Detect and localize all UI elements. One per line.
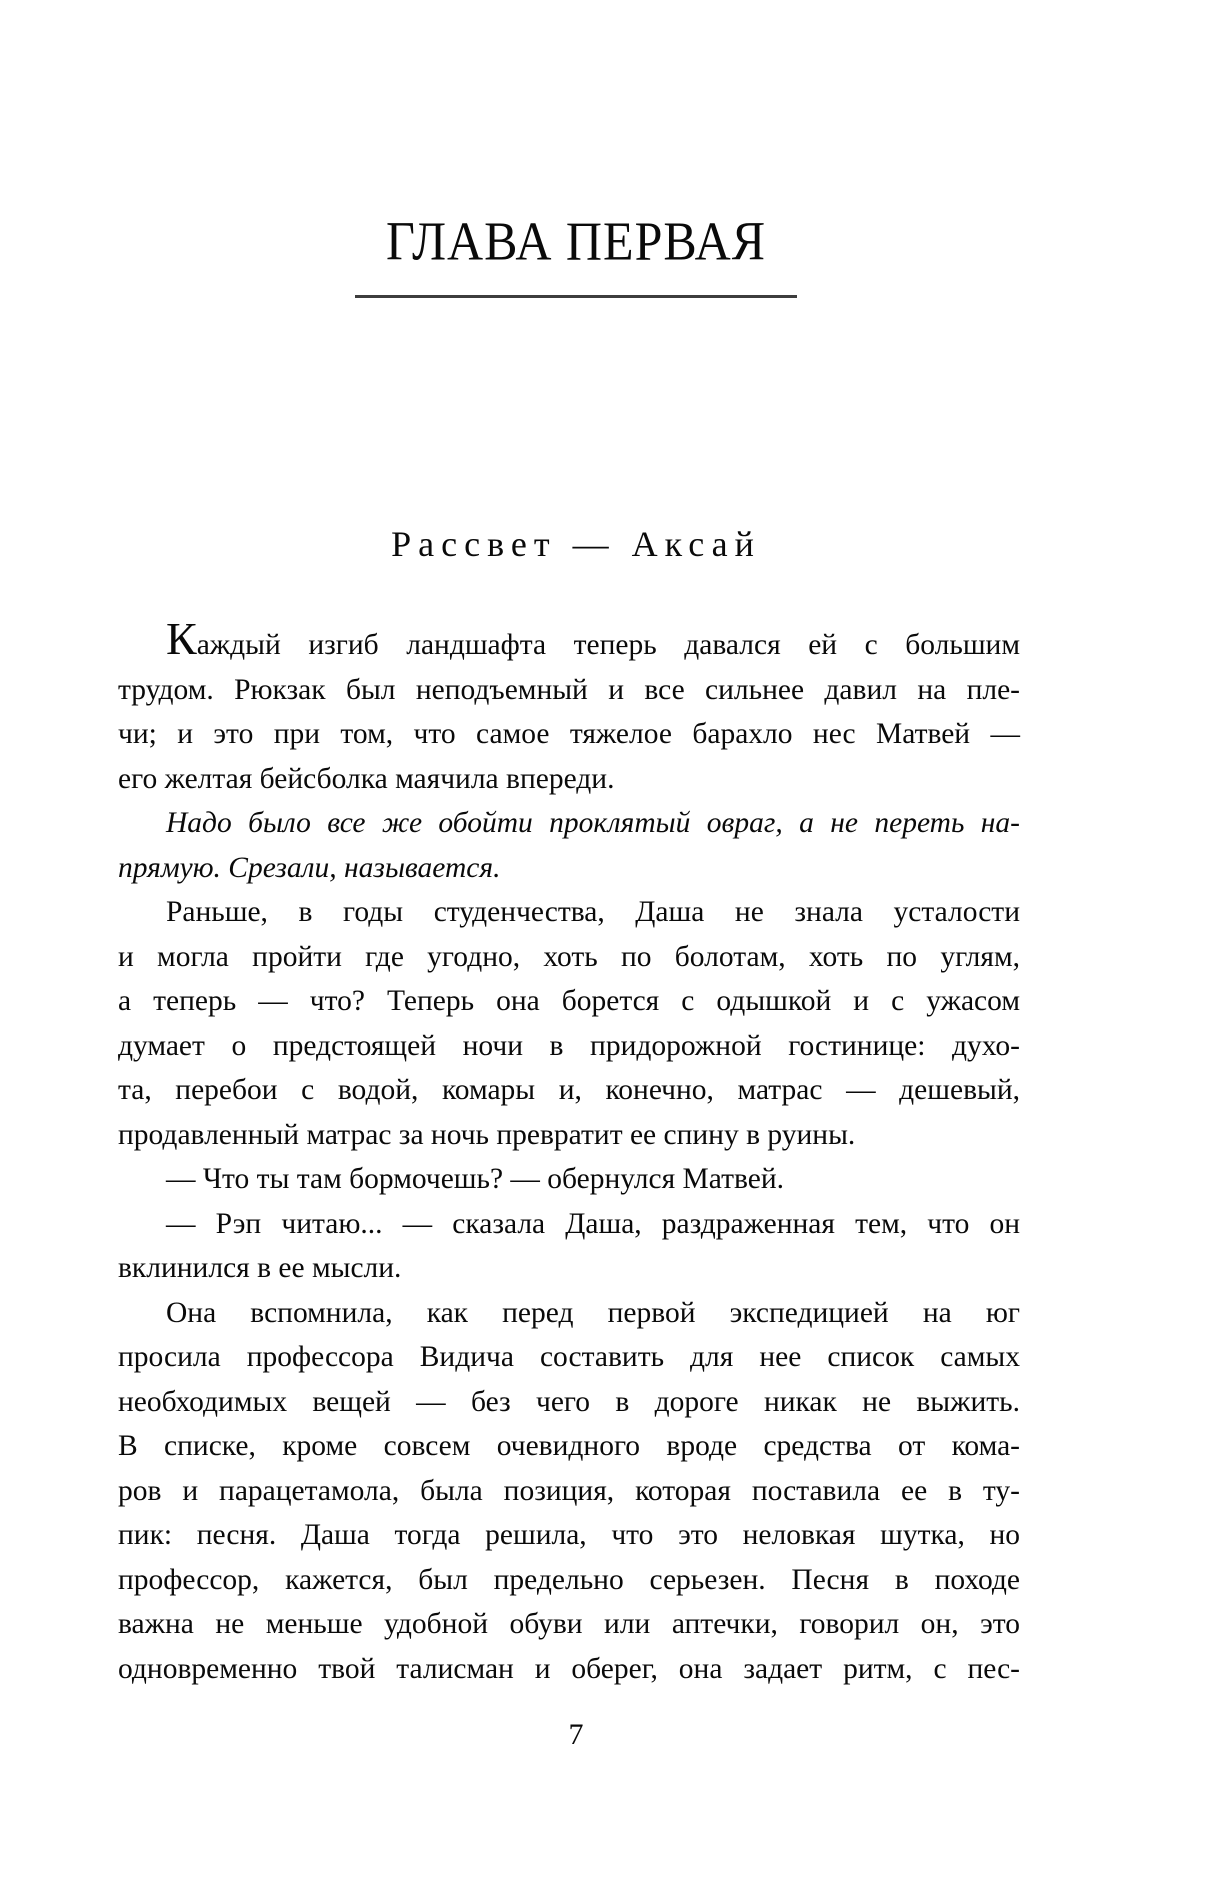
section-title: Рассвет — Аксай xyxy=(391,524,761,564)
text-line: — Что ты там бормочешь? — обернулся Матвей. xyxy=(166,1163,784,1195)
page-number: 7 xyxy=(568,1718,584,1751)
chapter-divider-rule xyxy=(355,295,797,298)
paragraph xyxy=(118,613,1020,801)
chapter-heading xyxy=(125,210,1027,298)
text-line: профессор, кажется, был предельно серьезен. Песня в походе xyxy=(118,1563,1020,1596)
text-line: его желтая бейсболка маячила впереди. xyxy=(118,762,615,795)
text-line: пик: песня. Даша тогда решила, что это неловкая шутка, но xyxy=(118,1519,1020,1551)
text-line: трудом. Рюкзак был неподъемный и все сильнее давил на пле- xyxy=(118,673,1020,706)
text-line: прямую. Срезали, называется. xyxy=(118,851,501,884)
paragraph-italic xyxy=(118,801,1020,890)
text-line: Она вспомнила, как перед первой экспедицией на юг xyxy=(166,1296,1020,1329)
paragraph-dialogue xyxy=(118,1157,1020,1202)
text-line: та, перебои с водой, комары и, конечно, матрас — дешевый, xyxy=(118,1074,1020,1106)
text-line: важна не меньше удобной обуви или аптечки, говорил он, это xyxy=(118,1608,1020,1640)
text-line: ров и парацетамола, была позиция, которая поставила ее в ту- xyxy=(118,1474,1020,1507)
paragraph xyxy=(118,1291,1020,1692)
text-line: продавленный матрас за ночь превратит ее спину в руины. xyxy=(118,1118,856,1151)
text-line: думает о предстоящей ночи в придорожной гостинице: духо- xyxy=(118,1029,1020,1062)
text-line: просила профессора Видича составить для нее список самых xyxy=(118,1341,1020,1373)
text-line: Раньше, в годы студенчества, Даша не знала усталости xyxy=(166,896,1020,928)
text-line: Надо было все же обойти проклятый овраг, а не переть на- xyxy=(166,807,1020,839)
chapter-title: ГЛАВА ПЕРВАЯ xyxy=(385,210,767,272)
body-text xyxy=(118,613,1020,1691)
text-line: В списке, кроме совсем очевидного вроде средства от кома- xyxy=(118,1430,1020,1462)
text-line: одновременно твой талисман и оберег, она задает ритм, с пес- xyxy=(118,1652,1020,1685)
paragraph-dialogue xyxy=(118,1202,1020,1291)
text-line: необходимых вещей — без чего в дороге никак не выжить. xyxy=(118,1385,1020,1418)
text-line: вклинился в ее мысли. xyxy=(118,1252,402,1284)
text-line: а теперь — что? Теперь она борется с одышкой и с ужасом xyxy=(118,985,1020,1017)
text-line: и могла пройти где угодно, хоть по болотам, хоть по углям, xyxy=(118,940,1020,973)
drop-initial-letter: К xyxy=(166,613,197,664)
section-heading xyxy=(125,524,1027,564)
text-line-content: аждый изгиб ландшафта теперь давался ей с большим xyxy=(196,629,1020,661)
paragraph xyxy=(118,890,1020,1157)
text-line: чи; и это при том, что самое тяжелое барахло нес Матвей — xyxy=(118,718,1020,750)
text-line xyxy=(118,613,1020,668)
text-line: — Рэп читаю... — сказала Даша, раздраженная тем, что он xyxy=(166,1207,1020,1240)
